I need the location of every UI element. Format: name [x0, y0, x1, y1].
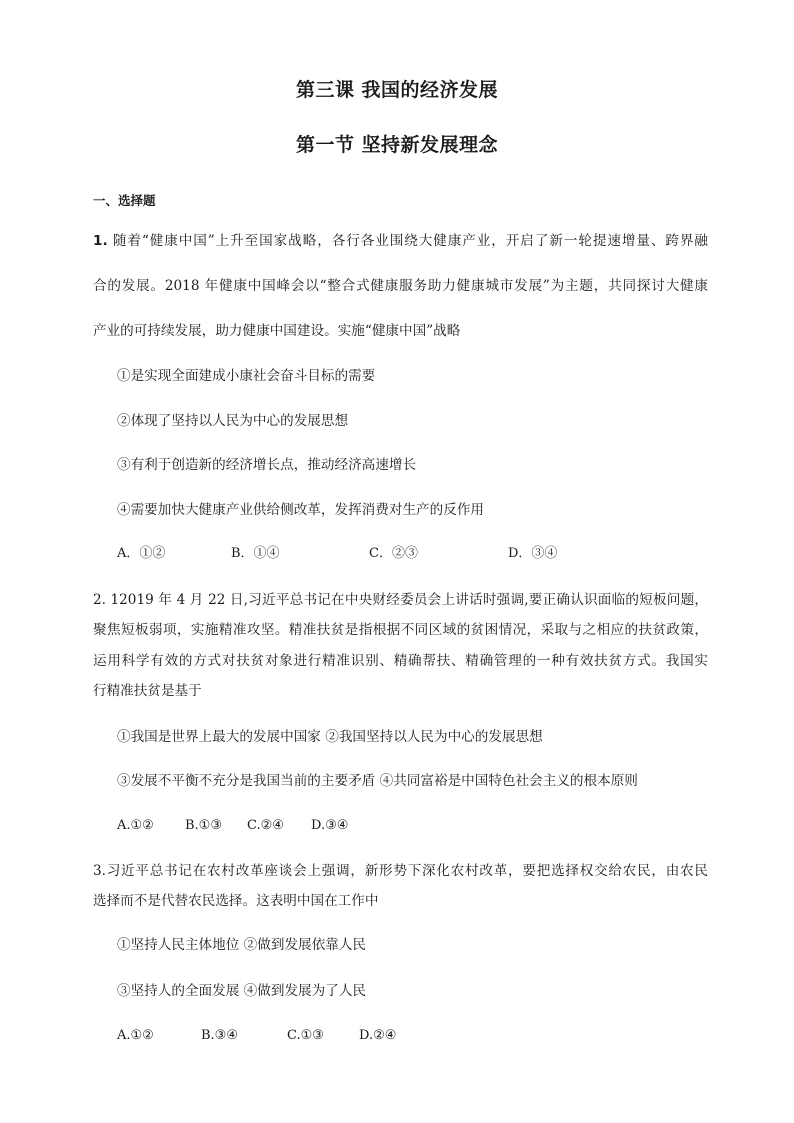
q3-option-a: A.①② — [117, 1028, 154, 1043]
q1-option-d: D．③④ — [508, 546, 558, 561]
q1-line-1 — [93, 232, 708, 250]
q2-line-1: 2. 12019 年 4 月 22 日,习近平总书记在中央财经委员会上讲话时强调,要正确认识面临的短板问题， — [93, 592, 708, 608]
q2-line-2: 聚焦短板弱项，实施精准攻坚。精准扶贫是指根据不同区域的贫困情况，采取与之相应的扶贫政策， — [93, 622, 708, 638]
q1-option-a: A．①② — [117, 546, 166, 561]
q2-option-c: C.②④ — [247, 818, 284, 833]
section-subtitle: 第一节 坚持新发展理念 — [295, 134, 499, 156]
section-heading: 一、选择题 — [93, 193, 156, 208]
q2-statements-1: ①我国是世界上最大的发展中国家 ②我国坚持以人民为中心的发展思想 — [117, 729, 543, 745]
lesson-title: 第三课 我国的经济发展 — [295, 79, 499, 101]
q1-option-c: C．②③ — [369, 546, 418, 561]
q3-statements-1: ①坚持人民主体地位 ②做到发展依靠人民 — [117, 937, 367, 953]
q2-option-b: B.①③ — [185, 818, 222, 833]
q2-option-a: A.①② — [117, 818, 154, 833]
q3-statements-2: ③坚持人的全面发展 ④做到发展为了人民 — [117, 983, 367, 999]
q1-statement-1: ①是实现全面建成小康社会奋斗目标的需要 — [117, 368, 376, 384]
q2-option-d: D.③④ — [311, 818, 349, 833]
q3-line-1: 3.习近平总书记在农村改革座谈会上强调，新形势下深化农村改革，要把选择权交给农民，由农民 — [93, 863, 708, 879]
q1-text-1: 随着“健康中国”上升至国家战略，各行各业围绕大健康产业，开启了新一轮提速增量、跨界融 — [112, 233, 708, 249]
q3-line-2: 选择而不是代替农民选择。这表明中国在工作中 — [93, 893, 379, 909]
q1-statement-4: ④需要加快大健康产业供给侧改革，发挥消费对生产的反作用 — [117, 502, 485, 518]
q3-option-b: B.③④ — [201, 1028, 238, 1043]
q3-option-d: D.②④ — [359, 1028, 397, 1043]
q2-line-3: 运用科学有效的方式对扶贫对象进行精准识别、精确帮扶、精确管理的一种有效扶贫方式。我国实 — [93, 653, 708, 669]
q1-option-b: B．①④ — [231, 546, 280, 561]
q1-statement-2: ②体现了坚持以人民为中心的发展思想 — [117, 413, 349, 429]
q1-number: 1. — [93, 233, 108, 249]
q2-line-4: 行精准扶贫是基于 — [93, 683, 202, 699]
q1-statement-3: ③有利于创造新的经济增长点，推动经济高速增长 — [117, 457, 417, 473]
q1-line-3: 产业的可持续发展，助力健康中国建设。实施“健康中国”战略 — [93, 323, 461, 339]
q1-line-2: 合的发展。2018 年健康中国峰会以“整合式健康服务助力健康城市发展”为主题，共同探讨大健康 — [93, 278, 708, 294]
q3-option-c: C.①③ — [287, 1028, 324, 1043]
q2-statements-2: ③发展不平衡不充分是我国当前的主要矛盾 ④共同富裕是中国特色社会主义的根本原则 — [117, 773, 638, 789]
